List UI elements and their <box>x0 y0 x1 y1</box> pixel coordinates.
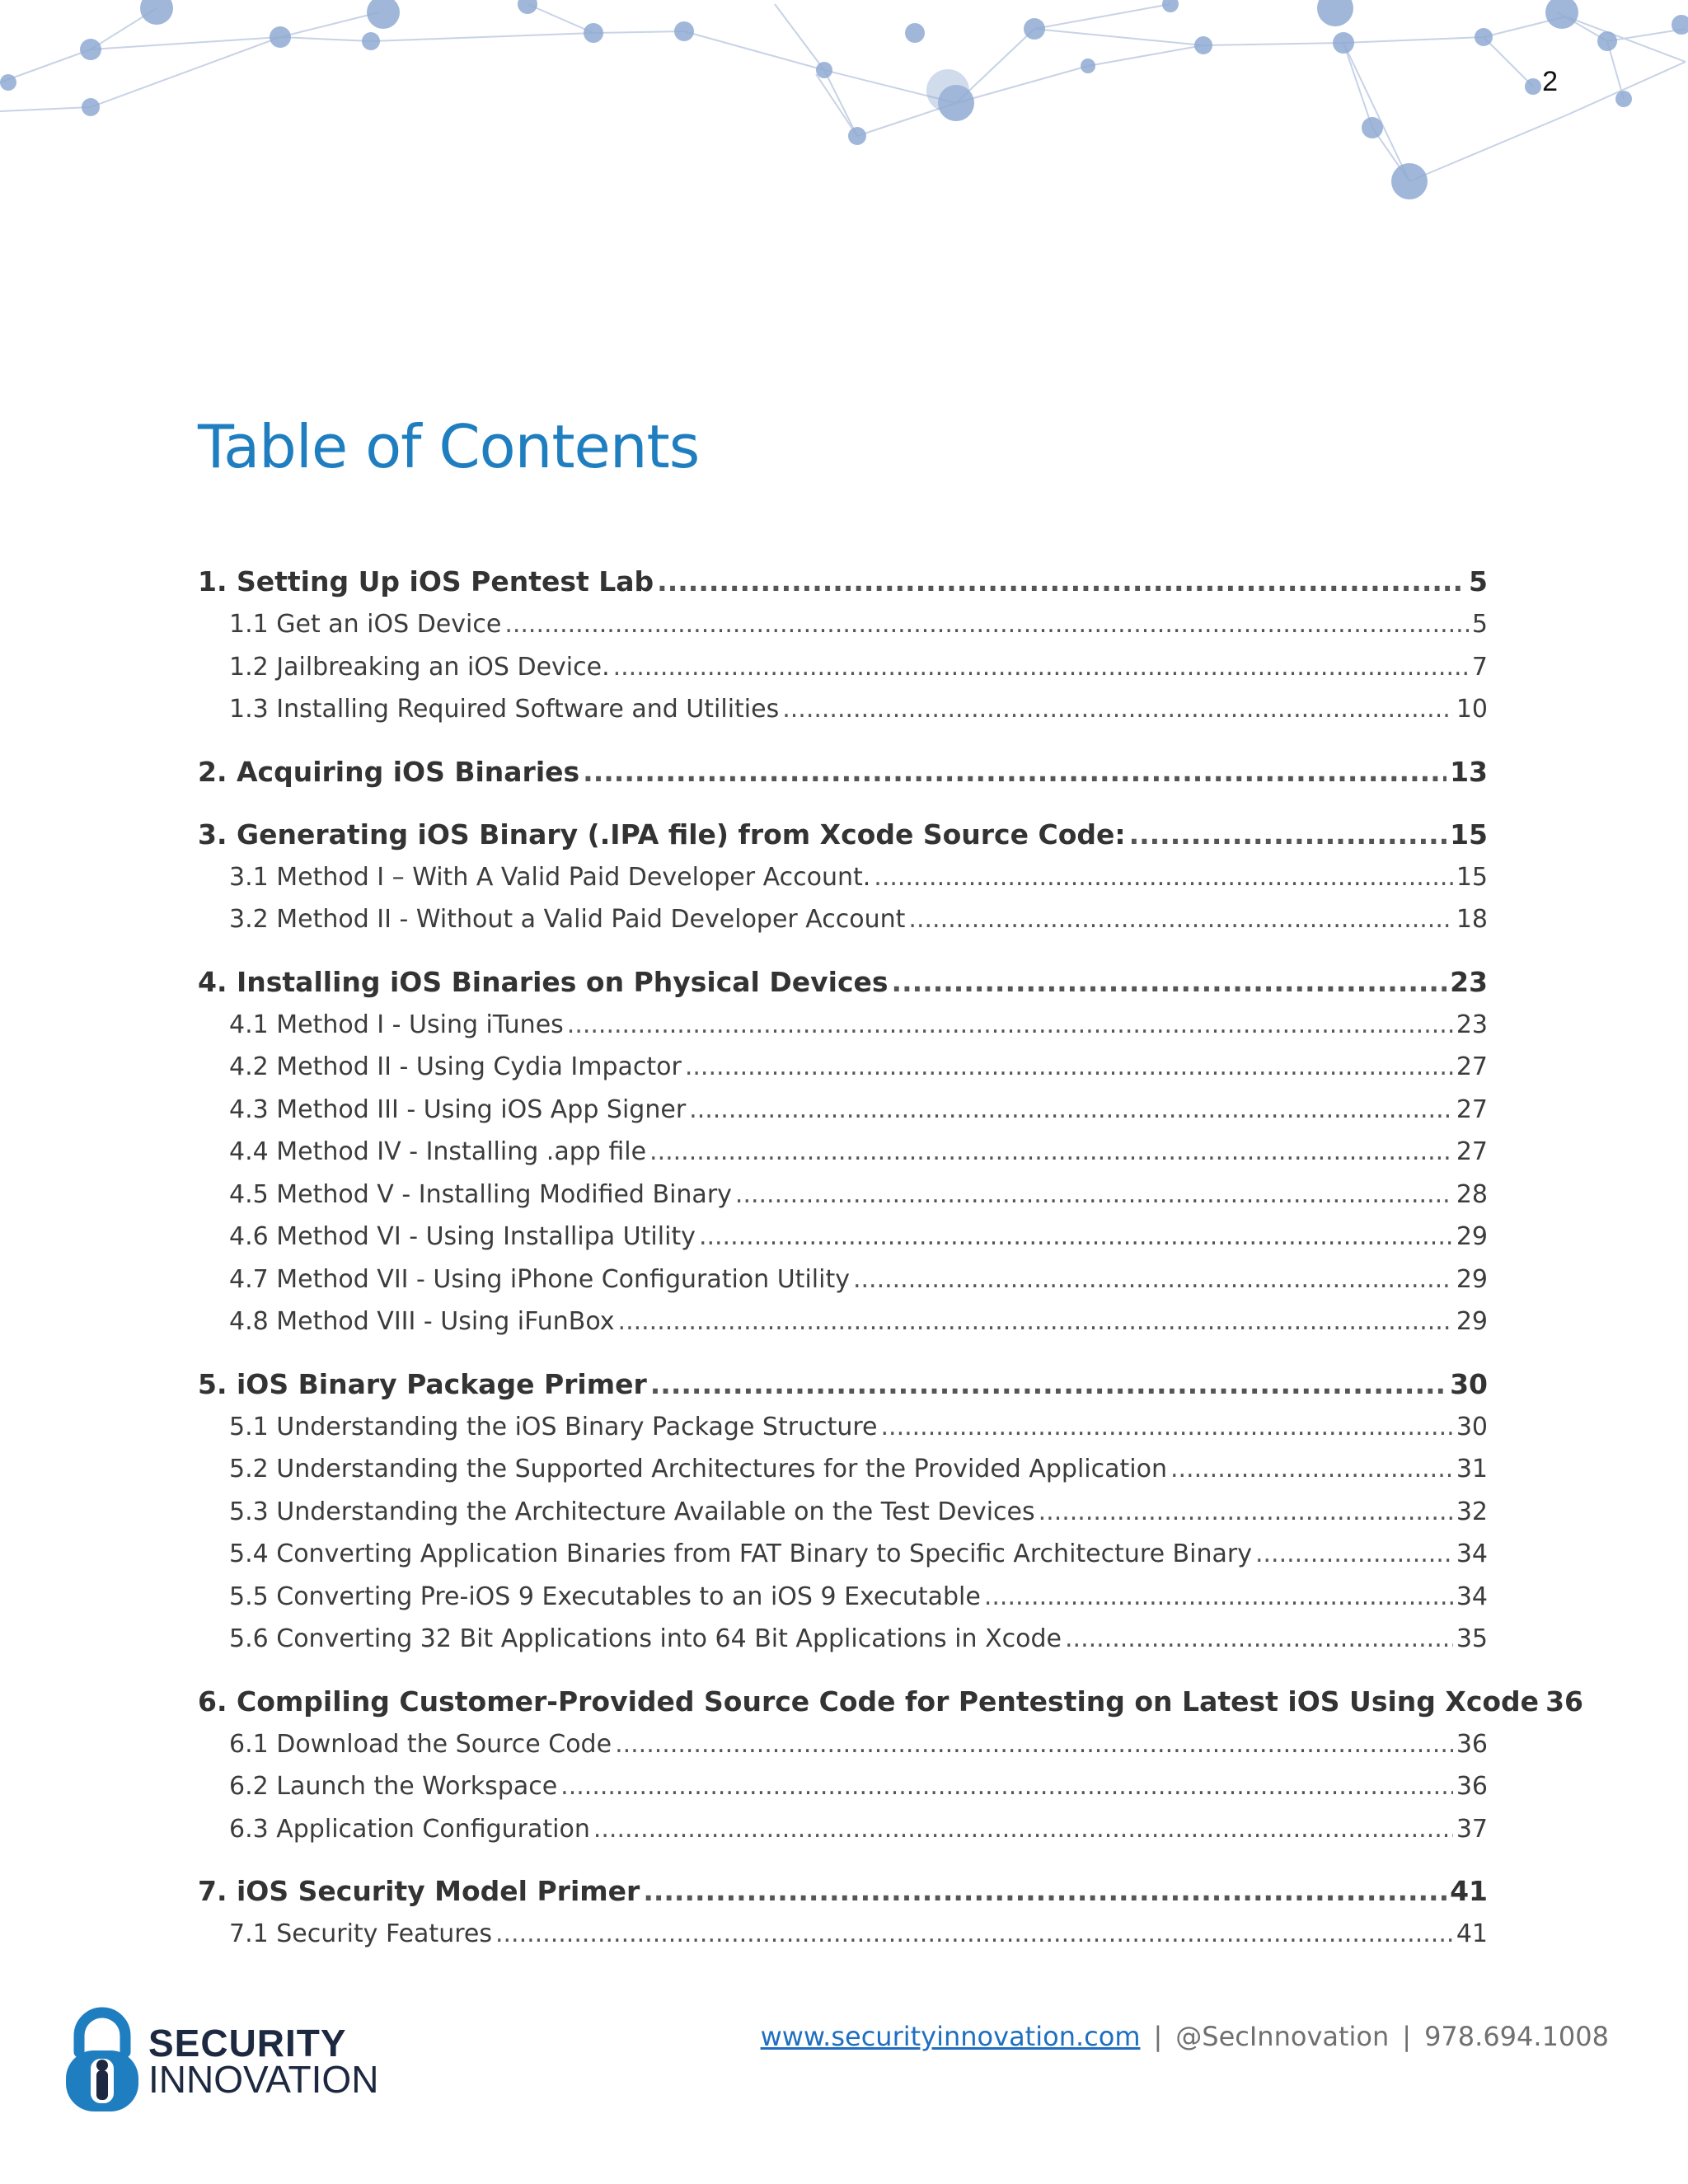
toc-entry-page-number: 15 <box>1456 862 1488 892</box>
toc-subsection-entry[interactable] <box>198 603 1488 646</box>
toc-entry-label: 6. Compiling Customer-Provided Source Code for Pentesting on Latest iOS Using Xcode <box>198 1685 1540 1718</box>
toc-entry-label: 7. iOS Security Model Primer <box>198 1875 640 1907</box>
toc-entry-page-number: 31 <box>1456 1455 1488 1483</box>
toc-entry-page-number: 27 <box>1456 1052 1488 1081</box>
toc-dot-leader <box>567 1004 1453 1047</box>
toc-entry-label: 5.6 Converting 32 Bit Applications into 64 Bit Applications in Xcode <box>229 1624 1062 1653</box>
toc-entry-label: 5.2 Understanding the Supported Architectures for the Provided Application <box>229 1455 1167 1483</box>
toc-dot-leader <box>593 1808 1453 1851</box>
toc-entry-label: 4.8 Method VIII - Using iFunBox <box>229 1307 615 1336</box>
toc-entry-page-number: 36 <box>1545 1685 1583 1718</box>
toc-subsection-entry[interactable] <box>198 898 1488 941</box>
toc-section-entry[interactable] <box>198 1363 1488 1406</box>
toc-entry-page-number: 7 <box>1471 652 1488 682</box>
toc-subsection-entry[interactable] <box>198 1576 1488 1619</box>
toc-entry-label: 4.3 Method III - Using iOS App Signer <box>229 1094 687 1124</box>
toc-dot-leader <box>908 898 1452 941</box>
toc-entry-label: 4.5 Method V - Installing Modified Binary <box>229 1179 732 1209</box>
toc-dot-leader <box>643 1870 1447 1913</box>
toc-subsection-entry[interactable] <box>198 1301 1488 1343</box>
toc-entry-label: 1.2 Jailbreaking an iOS Device. <box>229 652 610 682</box>
toc-dot-leader <box>685 1046 1453 1089</box>
toc-dot-leader <box>649 1131 1453 1174</box>
toc-entry-page-number: 41 <box>1456 1919 1488 1948</box>
toc-subsection-entry[interactable] <box>198 688 1488 731</box>
toc-entry-page-number: 23 <box>1450 965 1488 998</box>
toc-entry-label: 1.3 Installing Required Software and Utilities <box>229 695 780 724</box>
toc-subsection-entry[interactable] <box>198 1491 1488 1534</box>
toc-section-entry[interactable] <box>198 1870 1488 1913</box>
toc-subsection-entry[interactable] <box>198 1448 1488 1491</box>
logo-text-security: SECURITY <box>148 2022 347 2064</box>
toc-entry-label: 2. Acquiring iOS Binaries <box>198 755 580 788</box>
toc-dot-leader <box>1039 1491 1453 1534</box>
toc-entry-page-number: 15 <box>1450 818 1488 851</box>
toc-subsection-entry[interactable] <box>198 1089 1488 1132</box>
toc-entry-page-number: 30 <box>1456 1412 1488 1441</box>
toc-entry-page-number: 10 <box>1456 695 1488 724</box>
toc-section-entry[interactable] <box>198 560 1488 603</box>
toc-entry-label: 4.1 Method I - Using iTunes <box>229 1010 564 1039</box>
toc-dot-leader <box>495 1913 1453 1956</box>
toc-subsection-entry[interactable] <box>198 1808 1488 1851</box>
toc-dot-leader <box>504 603 1469 646</box>
toc-subsection-entry[interactable] <box>198 1913 1488 1956</box>
toc-subsection-entry[interactable] <box>198 1131 1488 1174</box>
padlock-logo-icon <box>61 2004 143 2116</box>
toc-entry-label: 7.1 Security Features <box>229 1919 492 1948</box>
toc-entry-page-number: 29 <box>1456 1307 1488 1336</box>
toc-dot-leader <box>689 1089 1453 1132</box>
toc-entry-page-number: 27 <box>1456 1137 1488 1166</box>
toc-subsection-entry[interactable] <box>198 1216 1488 1258</box>
toc-subsection-entry[interactable] <box>198 1723 1488 1766</box>
toc-entry-page-number: 27 <box>1456 1094 1488 1124</box>
toc-title: Table of Contents <box>198 412 700 481</box>
toc-entry-page-number: 13 <box>1450 755 1488 788</box>
toc-entry-page-number: 18 <box>1456 905 1488 934</box>
toc-entry-label: 1. Setting Up iOS Pentest Lab <box>198 565 654 598</box>
toc-entry-page-number: 5 <box>1469 565 1488 598</box>
toc-dot-leader <box>618 1301 1453 1343</box>
toc-entry-page-number: 34 <box>1456 1540 1488 1568</box>
toc-subsection-entry[interactable] <box>198 1618 1488 1661</box>
toc-dot-leader <box>735 1174 1453 1216</box>
toc-entry-label: 5. iOS Binary Package Primer <box>198 1367 647 1400</box>
toc-dot-leader <box>613 646 1469 689</box>
footer-contact <box>761 2021 1609 2052</box>
toc-subsection-entry[interactable] <box>198 1533 1488 1576</box>
toc-subsection-entry[interactable] <box>198 1004 1488 1047</box>
toc-entry-page-number: 34 <box>1456 1582 1488 1611</box>
toc-dot-leader <box>892 961 1447 1004</box>
network-header-graphic <box>0 0 1688 214</box>
toc-subsection-entry[interactable] <box>198 856 1488 899</box>
toc-entry-page-number: 41 <box>1450 1875 1488 1907</box>
toc-entry-label: 5.3 Understanding the Architecture Available on the Test Devices <box>229 1497 1035 1526</box>
toc-entry-label: 1.1 Get an iOS Device <box>229 610 502 639</box>
phone-number: 978.694.1008 <box>1424 2021 1609 2052</box>
toc-dot-leader <box>984 1576 1453 1619</box>
toc-dot-leader <box>657 560 1465 603</box>
toc-entry-label: 6.1 Download the Source Code <box>229 1729 612 1759</box>
toc-entry-page-number: 32 <box>1456 1497 1488 1526</box>
toc-dot-leader <box>650 1363 1447 1406</box>
toc-list <box>198 560 1583 1956</box>
toc-entry-label: 5.5 Converting Pre-iOS 9 Executables to an iOS 9 Executable <box>229 1582 981 1611</box>
toc-entry-label: 6.3 Application Configuration <box>229 1814 590 1844</box>
twitter-handle: @SecInnovation <box>1175 2021 1390 2052</box>
toc-dot-leader <box>1129 813 1447 856</box>
toc-entry-label: 3. Generating iOS Binary (.IPA file) from Xcode Source Code: <box>198 818 1126 851</box>
toc-entry-page-number: 30 <box>1450 1367 1488 1400</box>
toc-dot-leader <box>853 1258 1453 1301</box>
toc-dot-leader <box>560 1765 1453 1808</box>
toc-entry-page-number: 28 <box>1456 1179 1488 1209</box>
toc-subsection-entry[interactable] <box>198 646 1488 689</box>
toc-section-entry[interactable] <box>198 1680 1583 1723</box>
website-link[interactable]: www.securityinnovation.com <box>760 2021 1141 2052</box>
toc-entry-label: 4.7 Method VII - Using iPhone Configuration Utility <box>229 1264 850 1294</box>
toc-dot-leader <box>881 1406 1453 1449</box>
toc-dot-leader <box>615 1723 1453 1766</box>
toc-subsection-entry[interactable] <box>198 1406 1488 1449</box>
toc-entry-page-number: 29 <box>1456 1264 1488 1294</box>
toc-entry-label: 4.4 Method IV - Installing .app file <box>229 1137 647 1166</box>
toc-dot-leader <box>1065 1618 1453 1661</box>
toc-dot-leader <box>699 1216 1453 1258</box>
toc-dot-leader <box>874 856 1453 899</box>
toc-entry-page-number: 36 <box>1456 1729 1488 1759</box>
toc-dot-leader <box>782 688 1453 731</box>
toc-entry-label: 4. Installing iOS Binaries on Physical Devices <box>198 965 889 998</box>
toc-entry-page-number: 36 <box>1456 1772 1488 1801</box>
toc-entry-page-number: 23 <box>1456 1010 1488 1039</box>
toc-entry-label: 3.1 Method I – With A Valid Paid Developer Account. <box>229 862 871 892</box>
page-number: 2 <box>1542 66 1558 97</box>
toc-dot-leader <box>1170 1448 1453 1491</box>
toc-section-entry[interactable] <box>198 961 1488 1004</box>
toc-entry-page-number: 35 <box>1456 1624 1488 1653</box>
toc-entry-label: 6.2 Launch the Workspace <box>229 1772 558 1801</box>
toc-entry-label: 4.6 Method VI - Using Installipa Utility <box>229 1222 696 1251</box>
toc-dot-leader <box>1255 1533 1453 1576</box>
toc-subsection-entry[interactable] <box>198 1258 1488 1301</box>
footer-separator: | <box>1153 2021 1163 2052</box>
toc-subsection-entry[interactable] <box>198 1765 1488 1808</box>
toc-entry-label: 5.4 Converting Application Binaries from FAT Binary to Specific Architecture Binary <box>229 1540 1252 1568</box>
footer-separator: | <box>1402 2021 1412 2052</box>
toc-section-entry[interactable] <box>198 751 1488 794</box>
toc-section-entry[interactable] <box>198 813 1488 856</box>
toc-entry-label: 5.1 Understanding the iOS Binary Package Structure <box>229 1412 878 1441</box>
toc-subsection-entry[interactable] <box>198 1174 1488 1216</box>
toc-entry-label: 4.2 Method II - Using Cydia Impactor <box>229 1052 682 1081</box>
toc-dot-leader <box>583 751 1447 794</box>
toc-entry-page-number: 5 <box>1471 610 1488 639</box>
security-innovation-logo <box>61 2004 407 2120</box>
logo-text-innovation: INNOVATION <box>148 2058 379 2101</box>
toc-entry-label: 3.2 Method II - Without a Valid Paid Developer Account <box>229 905 906 934</box>
toc-entry-page-number: 29 <box>1456 1222 1488 1251</box>
toc-subsection-entry[interactable] <box>198 1046 1488 1089</box>
toc-entry-page-number: 37 <box>1456 1814 1488 1844</box>
